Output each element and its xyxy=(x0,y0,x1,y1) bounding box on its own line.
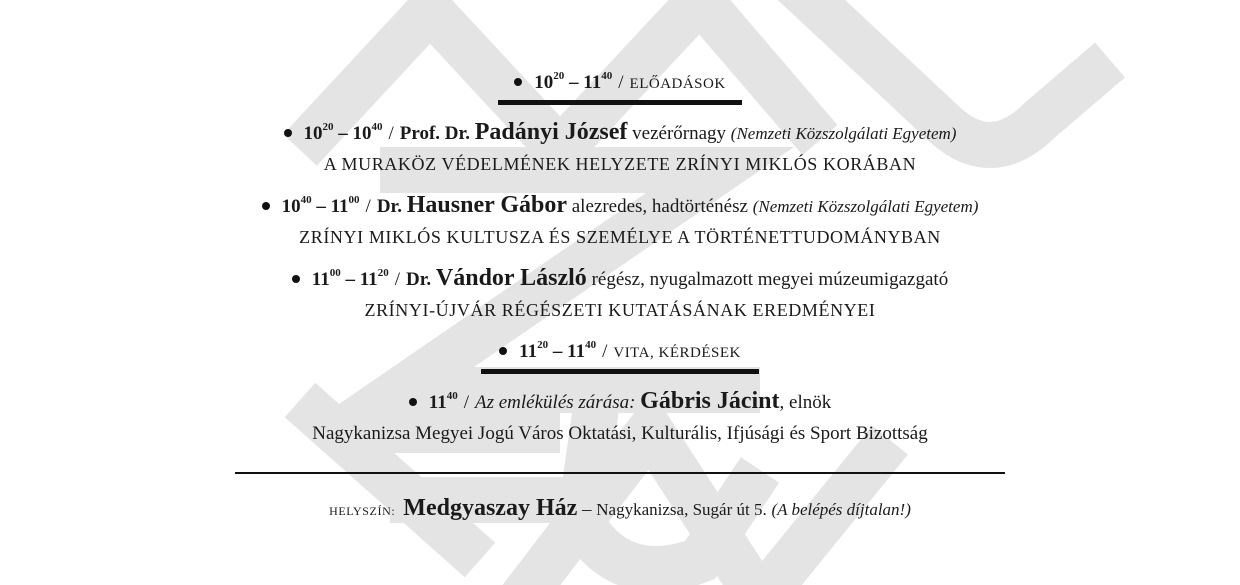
speaker-role: vezérőrnagy xyxy=(632,123,727,144)
bullet-icon xyxy=(409,398,417,406)
venue-dash: – xyxy=(582,499,592,520)
speaker-affiliation: (Nemzeti Közszolgálati Egyetem) xyxy=(752,197,979,216)
closing-label: Az emlékülés zárása: xyxy=(475,392,636,413)
section-label: VITA, KÉRDÉSEK xyxy=(613,345,741,361)
talk-item: $10^{20} - 10^{40}$ / Prof. Dr. Padányi József vezérőrnagy (Nemzeti Közszolgálati Egyetem) xyxy=(0,119,1240,146)
closing-item: $11^{40}$ / Az emlékülés zárása: Gábris Jácint, elnök xyxy=(0,388,1240,415)
bullet-icon xyxy=(499,347,507,355)
speaker-title: Dr. xyxy=(405,269,432,290)
closing-time: $11^{40}$ xyxy=(428,389,458,413)
talk-topic: A MURAKÖZ VÉDELMÉNEK HELYZETE ZRÍNYI MIKLÓS KORÁBAN xyxy=(323,154,917,174)
bullet-icon xyxy=(284,129,292,137)
section-time: $11^{20} - 11^{40}$ xyxy=(519,338,597,362)
divider xyxy=(235,472,1005,474)
talk-item: $11^{00} - 11^{20}$ / Dr. Vándor László régész, nyugalmazott megyei múzeumigazgató xyxy=(0,265,1240,292)
talk-topic: ZRÍNYI MIKLÓS KULTUSZA ÉS SZEMÉLYE A TÖRTÉNETTUDOMÁNYBAN xyxy=(299,227,941,247)
venue-line xyxy=(0,495,1240,522)
talk-time: $11^{00} - 11^{20}$ xyxy=(311,266,389,290)
speaker-title: Dr. xyxy=(376,196,402,217)
closing-role: , elnök xyxy=(779,392,832,413)
section-header-lectures: $10^{20} - 11^{40}$ / ELŐADÁSOK xyxy=(0,72,1240,94)
venue-note: (A belépés díjtalan!) xyxy=(771,500,911,519)
section-underline xyxy=(481,369,759,374)
section-header-discussion: $11^{20} - 11^{40}$ / VITA, KÉRDÉSEK xyxy=(0,341,1240,363)
speaker-name: Vándor László xyxy=(435,265,587,291)
bullet-icon xyxy=(292,275,300,283)
section-label: ELŐADÁSOK xyxy=(629,76,726,92)
talk-item: $10^{40} - 11^{00}$ / Dr. Hausner Gábor alezredes, hadtörténész (Nemzeti Közszolgálati Egyetem) xyxy=(0,192,1240,219)
speaker-name: Hausner Gábor xyxy=(406,192,567,218)
talk-time: $10^{40} - 11^{00}$ xyxy=(281,193,360,217)
bullet-icon xyxy=(514,78,522,86)
closing-organization: Nagykanizsa Megyei Jogú Város Oktatási, Kulturális, Ifjúsági és Sport Bizottság xyxy=(312,423,928,444)
speaker-affiliation: (Nemzeti Közszolgálati Egyetem) xyxy=(730,124,957,143)
speaker-role: alezredes, hadtörténész xyxy=(571,196,748,217)
section-time: $10^{20} - 11^{40}$ xyxy=(534,69,613,93)
speaker-title: Prof. Dr. xyxy=(399,123,470,144)
venue-label: HELYSZÍN: xyxy=(329,504,396,518)
talk-topic: ZRÍNYI-ÚJVÁR RÉGÉSZETI KUTATÁSÁNAK EREDMÉNYEI xyxy=(364,300,876,320)
talk-time: $10^{20} - 10^{40}$ xyxy=(303,120,383,144)
speaker-name: Padányi József xyxy=(474,119,628,145)
section-underline xyxy=(498,100,742,105)
venue-name: Medgyaszay Ház xyxy=(403,495,578,521)
bullet-icon xyxy=(262,202,270,210)
speaker-role: régész, nyugalmazott megyei múzeumigazgató xyxy=(591,269,949,290)
venue-address: Nagykanizsa, Sugár út 5. xyxy=(596,500,767,519)
closing-speaker-name: Gábris Jácint xyxy=(640,388,780,414)
